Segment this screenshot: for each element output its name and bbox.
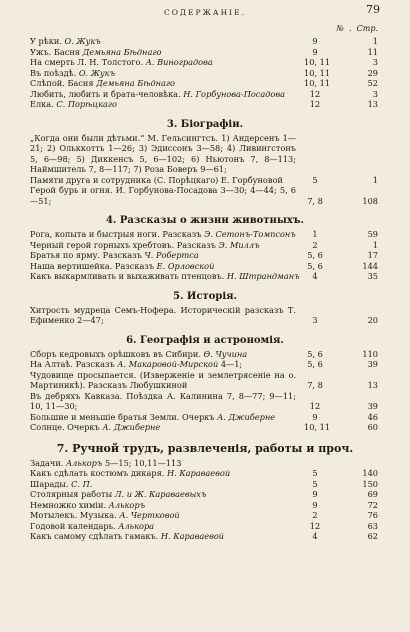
entry-text	[30, 510, 180, 521]
animals-list	[30, 229, 380, 282]
entry-text: Герой бурь и огня. И. Горбунова-Посадова 3—30; 4—44; 5, 6—51;	[30, 185, 296, 206]
entry-volume: 12	[309, 401, 321, 411]
entry-page: 63	[367, 520, 378, 531]
toc-entry	[30, 175, 380, 186]
entry-volume: 5	[312, 174, 318, 185]
entry-text	[30, 250, 199, 261]
entry-title: На Алтаѣ. Разсказъ	[30, 359, 118, 369]
page-title: СОДЕРЖАНІЕ.	[164, 8, 246, 17]
entry-title: Годовой календарь.	[30, 520, 119, 531]
entry-page: 60	[367, 422, 378, 432]
entry-volume: 12	[309, 88, 321, 99]
entry-page: 62	[367, 531, 378, 541]
entry-page: 3	[372, 57, 378, 67]
entry-volume: 9	[312, 36, 318, 46]
entry-page: 29	[367, 67, 378, 78]
toc-entry	[30, 68, 380, 79]
toc-entry	[30, 99, 380, 110]
entry-text	[30, 479, 92, 490]
entry-title: Какъ выкармливать и выхаживать птенцовъ.	[30, 271, 227, 281]
entry-page: 1	[372, 174, 378, 185]
entry-text	[30, 68, 115, 79]
entry-author: Алькоръ	[108, 499, 146, 510]
toc-entry	[30, 36, 380, 47]
entry-author: С. Порѣцкаго	[56, 99, 117, 109]
entry-title: Любить, любить и брата-человѣка.	[30, 88, 184, 99]
entry-page: 76	[367, 510, 378, 520]
entry-title: Столярныя работы	[30, 489, 115, 499]
toc-entry	[30, 370, 380, 391]
entry-text	[30, 521, 154, 532]
entry-author: Демьяна Бѣднаго	[82, 46, 162, 57]
toc-entry	[30, 261, 380, 272]
toc-entry	[30, 250, 380, 261]
entry-page: 1	[372, 36, 378, 46]
entry-title: Солнце. Очеркъ	[30, 422, 103, 432]
entry-title: Какъ самому сдѣлать гамакъ.	[30, 531, 161, 541]
toc-entry	[30, 229, 380, 240]
entry-author: Э. Сетонъ-Томпсонъ	[204, 229, 296, 239]
entry-title: У рѣки.	[30, 36, 65, 46]
entry-text	[30, 261, 214, 272]
section-heading-crafts: 7. Ручной трудъ, развлеченія, работы и проч.	[56, 441, 354, 455]
toc-entry	[30, 479, 380, 490]
entry-title: Елка.	[30, 99, 57, 109]
col-vol-header: №	[336, 24, 344, 33]
entry-author: А. Виноградова	[145, 57, 213, 67]
entry-author: Демьяна Бѣднаго	[96, 78, 175, 88]
entry-page: 72	[367, 499, 378, 510]
entry-author: Л. и Ж. Караваевыхъ	[114, 489, 207, 499]
entry-text	[30, 500, 145, 511]
entry-title: Шарады.	[30, 478, 72, 489]
crafts-list	[30, 458, 380, 542]
history-list	[30, 305, 380, 326]
entry-volume: 5, 6	[307, 260, 323, 271]
entry-volume: 5, 6	[307, 359, 323, 369]
entry-text	[30, 489, 206, 500]
entry-volume: 10, 11	[304, 78, 331, 88]
entry-author: Н. Караваевой	[166, 468, 231, 478]
toc-entry	[30, 510, 380, 521]
entry-volume: 4	[312, 531, 318, 541]
entry-volume: 4	[312, 271, 318, 281]
entry-title: Мотылекъ. Музыка.	[30, 510, 120, 520]
entry-volume: 9	[312, 499, 318, 510]
entry-text	[30, 271, 300, 282]
toc-entry	[30, 349, 380, 360]
entry-title: Братья по ярму. Разсказъ	[30, 250, 145, 260]
entry-text	[30, 36, 101, 47]
entry-text	[30, 57, 213, 68]
entry-text	[30, 78, 175, 89]
entry-volume: 10, 11	[304, 67, 331, 78]
toc-entry	[30, 500, 380, 511]
entry-title: Въ поѣздѣ.	[30, 67, 79, 78]
entry-text	[30, 359, 242, 370]
entry-title: Рога, копыта и быстрыя ноги. Разсказъ	[30, 229, 205, 239]
entry-author: Н. Штрандманъ	[226, 271, 300, 281]
entry-volume: 9	[312, 489, 318, 499]
entry-text	[30, 468, 230, 479]
toc-entry	[30, 531, 380, 542]
page-number: 79	[366, 3, 380, 16]
entry-page: 3	[372, 88, 378, 99]
entry-author: С. П.	[71, 478, 93, 489]
entry-text	[30, 240, 260, 251]
section-heading-animals: 4. Разсказы о жизни животныхъ.	[105, 215, 305, 226]
toc-entry	[30, 422, 380, 433]
entry-author: А. Чертковой	[119, 510, 180, 520]
entry-title: На смерть Л. Н. Толстого.	[30, 57, 146, 67]
entry-page: 110	[362, 348, 378, 359]
entry-text	[30, 99, 117, 110]
entry-title: Черный герой горныхъ хребтовъ. Разсказъ	[30, 239, 219, 250]
entry-text	[30, 422, 160, 433]
toc-entry	[30, 412, 380, 423]
section-heading-geography: 6. Географія и астрономія.	[126, 334, 284, 346]
entry-page: 108	[362, 195, 378, 206]
entry-author: Ч. Робертса	[144, 250, 199, 260]
entry-volume: 7, 8	[307, 380, 323, 390]
entry-page: 13	[367, 380, 378, 390]
entry-page: 35	[367, 271, 378, 281]
entry-text	[30, 89, 285, 100]
entry-page: 20	[367, 315, 378, 325]
entry-volume: 9	[312, 411, 318, 422]
toc-entry	[30, 359, 380, 370]
entry-text	[30, 229, 296, 240]
toc-entry	[30, 57, 380, 68]
entry-author: О. Жукъ	[78, 67, 116, 78]
entry-text	[30, 458, 181, 469]
entry-volume: 10, 11	[304, 57, 331, 67]
entry-text: Памяти друга и сотрудника (С. Порѣцкаго) Е. Горбуновой	[30, 174, 283, 185]
biographies-list	[30, 133, 380, 207]
entry-volume: 10, 11	[304, 422, 331, 432]
entry-page: 59	[367, 229, 378, 239]
entry-page: 140	[362, 468, 378, 478]
entry-volume: 2	[312, 239, 318, 250]
toc-entry	[30, 89, 380, 100]
entry-title: Ужъ. Басня	[30, 46, 83, 57]
entry-text	[30, 47, 161, 58]
entry-volume: 3	[312, 315, 318, 325]
entry-page: 39	[367, 359, 378, 369]
toc-entry	[30, 489, 380, 500]
entry-volume: 5	[312, 478, 318, 489]
entry-issues: 5—15; 10,11—113	[102, 457, 182, 468]
entry-page: 17	[367, 250, 378, 260]
entry-page: 69	[367, 489, 378, 499]
entry-volume: 1	[312, 229, 318, 239]
entry-page: 13	[367, 99, 378, 109]
entry-volume: 2	[312, 510, 318, 520]
geography-list	[30, 349, 380, 433]
entry-text: Чудовище просыпается. (Изверженіе и землетрясеніе на о. Мартиникѣ). Разсказъ Любушкиной	[30, 369, 296, 390]
entry-volume: 12	[309, 99, 321, 109]
entry-issues: 4—1;	[218, 359, 243, 369]
entry-volume: 12	[309, 520, 321, 531]
entry-author: А. Джиберне	[102, 422, 161, 432]
entry-author: Н. Горбунова-Посадова	[183, 88, 286, 99]
entry-title: Большие и меньшіе братья Земли. Очеркъ	[30, 411, 218, 422]
entry-author: Алькоръ	[65, 457, 103, 468]
entry-page: 1	[372, 239, 378, 250]
toc-page	[30, 0, 380, 542]
entry-text: Въ дебряхъ Кавказа. Поѣздка А. Калинина 7, 8—77; 9—11; 10, 11—30;	[30, 390, 296, 411]
entry-text	[30, 349, 247, 360]
toc-entry	[30, 458, 380, 469]
entry-title: Задачи.	[30, 457, 66, 468]
toc-entry	[30, 133, 380, 175]
toc-entry	[30, 47, 380, 58]
toc-entry	[30, 78, 380, 89]
entry-text: Хитрость мудреца Семъ-Нофера. Историческій разсказъ Т. Ефименко 2—47;	[30, 304, 296, 325]
entry-author: Н. Караваевой	[160, 531, 225, 541]
entry-author: Ѳ. Чучина	[203, 348, 248, 359]
toc-entry	[30, 468, 380, 479]
entry-title: Немножко химіи.	[30, 499, 109, 510]
entry-author: Алькора	[118, 520, 155, 531]
entry-title: Какъ сдѣлать костюмъ дикаря.	[30, 468, 167, 478]
entry-title: Сборъ кедровыхъ орѣшковъ въ Сибири.	[30, 348, 204, 359]
entry-author: Е. Орловской	[156, 260, 215, 271]
entry-volume: 5, 6	[307, 250, 323, 260]
toc-entry	[30, 185, 380, 206]
toc-entry	[30, 305, 380, 326]
entry-text	[30, 531, 224, 542]
toc-entry	[30, 271, 380, 282]
entry-volume: 9	[312, 46, 318, 57]
col-page-header: Стр.	[356, 24, 378, 33]
entry-title: Слѣпой. Басня	[30, 78, 97, 88]
entry-author: О. Жукъ	[64, 36, 101, 46]
entry-page: 39	[367, 401, 378, 411]
toc-entry	[30, 240, 380, 251]
entry-text	[30, 412, 275, 423]
toc-entry	[30, 391, 380, 412]
entry-title: Наша вертишейка. Разсказъ	[30, 260, 157, 271]
entry-page: 144	[362, 260, 378, 271]
toc-entry	[30, 521, 380, 532]
running-head	[30, 0, 380, 24]
entry-author: Э. Миллъ	[218, 239, 260, 250]
section-heading-history: 5. Исторія.	[173, 290, 237, 302]
entry-author: А. Джиберне	[217, 411, 276, 422]
entry-text: „Когда они были дѣтьми.“ М. Гельсингтсъ. 1) Андерсенъ 1—21; 2) Ольккотть 1—26; 3) Эдиссонъ 3—58; 4) Ливингстонъ 5, 6—98; 5) Диккенсъ 5, 6—102; 6) Ньютонъ 7, 8—113; Наймшитель 7, 8—117; 7) Роза Боверъ 9—61;	[30, 132, 296, 174]
entry-volume: 7, 8	[307, 195, 323, 206]
column-headers: № . Стр.	[336, 24, 378, 33]
entry-page: 52	[367, 78, 378, 88]
section-heading-biographies: 3. Біографіи.	[166, 118, 244, 130]
poems-list	[30, 36, 380, 110]
entry-page: 46	[367, 411, 378, 422]
entry-author: А. Макаровой-Мирской	[117, 359, 219, 369]
entry-page: 150	[362, 478, 378, 489]
entry-volume: 5, 6	[307, 348, 323, 359]
entry-volume: 5	[312, 468, 318, 478]
entry-page: 11	[367, 46, 378, 57]
